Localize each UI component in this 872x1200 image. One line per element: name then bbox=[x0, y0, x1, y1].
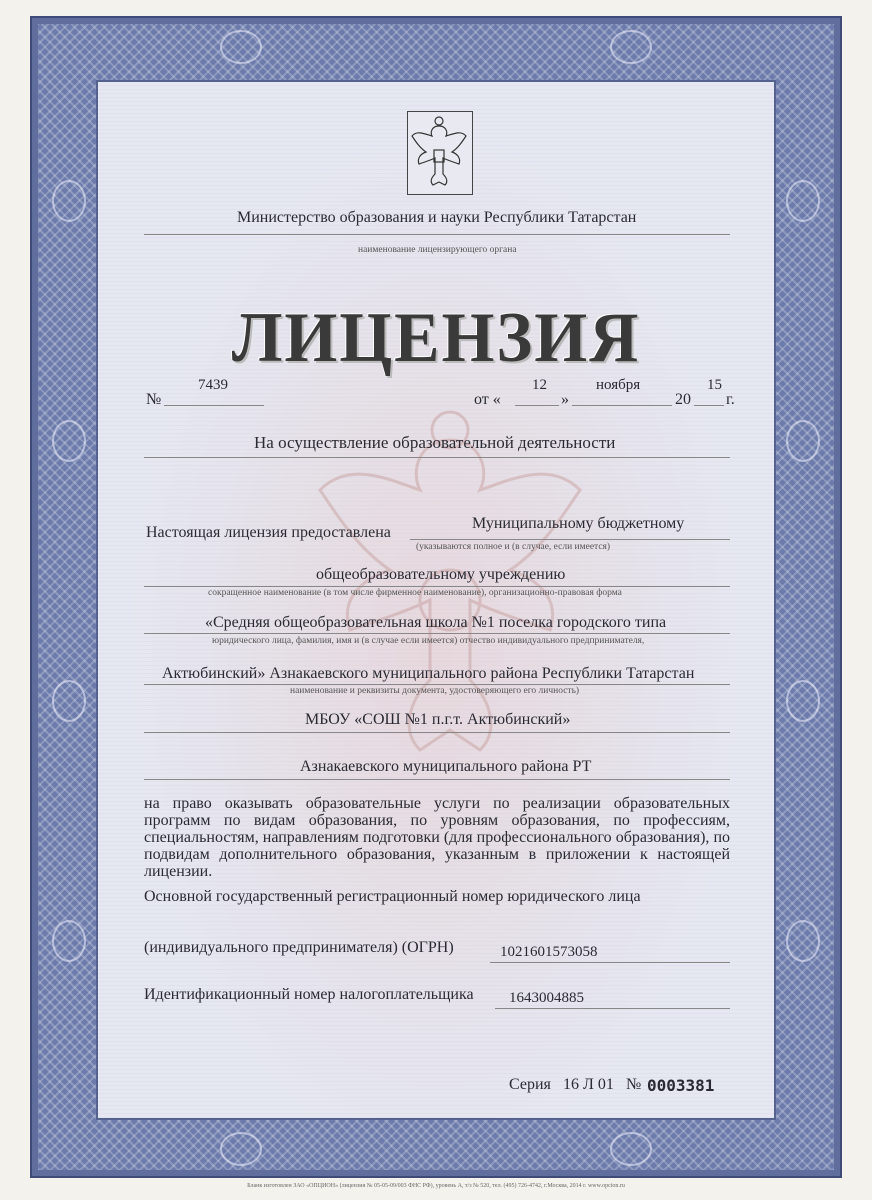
date-quote-close: » bbox=[561, 391, 569, 408]
frame-ornament-icon bbox=[52, 680, 86, 722]
authority-caption: наименование лицензирующего органа bbox=[358, 245, 517, 255]
grantee-caption-2: сокращенное наименование (в том числе фирменное наименование), организационно-правовая форма bbox=[208, 588, 622, 598]
authority-underline bbox=[144, 234, 730, 235]
frame-ornament-icon bbox=[786, 420, 820, 462]
frame-ornament-icon bbox=[610, 1132, 652, 1166]
frame-ornament-icon bbox=[52, 920, 86, 962]
grantee-line-2: общеобразовательному учреждению bbox=[316, 566, 566, 583]
grantee-caption-1: (указываются полное и (в случае, если имеется) bbox=[416, 542, 611, 552]
license-purpose: На осуществление образовательной деятельности bbox=[254, 433, 616, 452]
date-day: 12 bbox=[532, 377, 547, 393]
grantee-underline-5 bbox=[144, 732, 730, 733]
date-from-label: от « bbox=[474, 391, 501, 408]
grantee-short-name: МБОУ «СОШ №1 п.г.т. Актюбинский» bbox=[305, 711, 571, 728]
grantee-caption-4: наименование и реквизиты документа, удостоверяющего его личность) bbox=[290, 686, 580, 696]
frame-ornament-icon bbox=[52, 420, 86, 462]
frame-ornament-icon bbox=[52, 180, 86, 222]
frame-ornament-icon bbox=[786, 180, 820, 222]
day-underline bbox=[515, 405, 559, 406]
printer-footer: Бланк изготовлен ЗАО «ОПЦИОН» (лицензия № 05-05-09/003 ФНС РФ), уровень А, т/з № 520, тел. (495) 726-4742, г.Москва, 2014 г. www.opcion.ru bbox=[247, 1183, 625, 1189]
grantee-underline-6 bbox=[144, 779, 730, 780]
inn-label: Идентификационный номер налогоплательщика bbox=[144, 986, 474, 1003]
inn-value: 1643004885 bbox=[509, 990, 584, 1006]
frame-ornament-icon bbox=[786, 680, 820, 722]
inn-underline bbox=[495, 1008, 730, 1009]
year-underline bbox=[694, 405, 724, 406]
series-value: 16 Л 01 bbox=[563, 1076, 614, 1093]
month-underline bbox=[572, 405, 672, 406]
ogrn-underline bbox=[490, 962, 730, 963]
ogrn-value: 1021601573058 bbox=[500, 944, 598, 960]
grantee-short-name-2: Азнакаевского муниципального района РТ bbox=[300, 758, 592, 775]
granted-label: Настоящая лицензия предоставлена bbox=[146, 524, 391, 541]
document-title: ЛИЦЕНЗИЯ bbox=[231, 297, 641, 377]
coat-of-arms-emblem-icon bbox=[407, 111, 473, 195]
frame-ornament-icon bbox=[220, 1132, 262, 1166]
year-label: г. bbox=[726, 391, 735, 408]
issuing-authority: Министерство образования и науки Республики Татарстан bbox=[237, 209, 637, 226]
grantee-underline-4 bbox=[144, 684, 730, 685]
grantee-line-4: Актюбинский» Азнакаевского муниципального района Республики Татарстан bbox=[162, 665, 695, 682]
number-underline bbox=[164, 405, 264, 406]
year-suffix: 15 bbox=[707, 377, 722, 393]
grantee-line-3: «Средняя общеобразовательная школа №1 поселка городского типа bbox=[205, 614, 667, 631]
series-label: Серия bbox=[509, 1076, 551, 1093]
grantee-underline-2 bbox=[144, 586, 730, 587]
grantee-underline-3 bbox=[144, 633, 730, 634]
number-label: № bbox=[146, 391, 162, 408]
ogrn-label-2: (индивидуального предпринимателя) (ОГРН) bbox=[144, 939, 454, 956]
grantee-line-1: Муниципальному бюджетному bbox=[472, 515, 685, 532]
grantee-underline-1 bbox=[410, 539, 730, 540]
frame-ornament-icon bbox=[610, 30, 652, 64]
date-month: ноября bbox=[596, 377, 641, 393]
ogrn-label-1: Основной государственный регистрационный номер юридического лица bbox=[144, 888, 641, 905]
frame-ornament-icon bbox=[220, 30, 262, 64]
rights-paragraph: на право оказывать образовательные услуги по реализации образовательных программ по видам образования, по уровням образования, по профессиям, специальностям, направлениям подготовки (для профессионального образования), по подвидам дополнительного образования, указанным в приложении к настоящей лицензии. bbox=[144, 795, 730, 880]
frame-ornament-icon bbox=[786, 920, 820, 962]
license-number: 7439 bbox=[198, 377, 228, 393]
year-prefix: 20 bbox=[675, 391, 691, 408]
serial-number: 0003381 bbox=[647, 1076, 715, 1095]
serial-no-label: № bbox=[626, 1076, 642, 1093]
grantee-caption-3: юридического лица, фамилия, имя и (в случае если имеется) отчество индивидуального предпринимателя, bbox=[212, 636, 645, 646]
purpose-underline bbox=[144, 457, 730, 458]
